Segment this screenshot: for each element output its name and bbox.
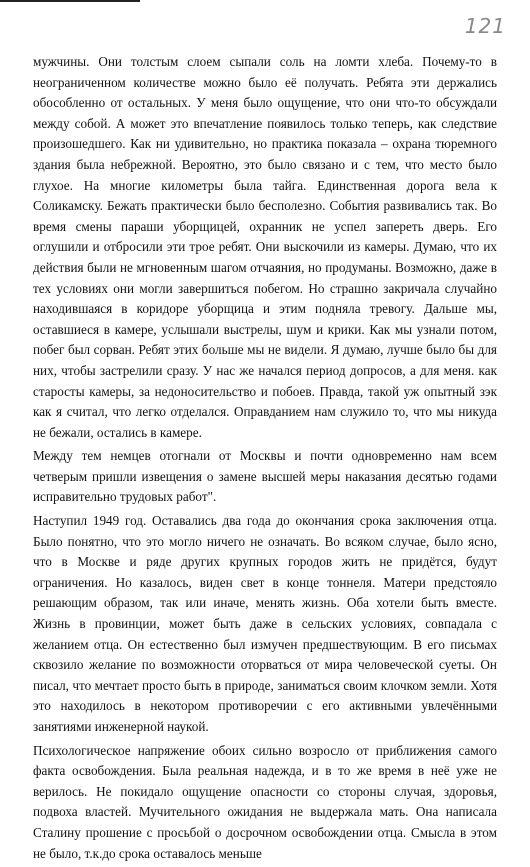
page-number: 121: [464, 14, 506, 38]
paragraph-3: Наступил 1949 год. Оставались два года до окончания срока заключения отца. Было понятно, что это могло ничего не означать. Во всяком случае, было ясно, что в Москве и ряде других крупных городов жить не придётся, будут ограничения. Но казалось, виден свет в конце тоннеля. Матери предстояло решающим образом, так или иначе, менять жизнь. Оба хотели быть вместе. Жизнь в провинции, может быть даже в сельских условиях, совпадала с желанием отца. Он естественно был измучен предшествующим. В его письмах сквозило желание по возможности оторваться от мира человеческой суеты. Он писал, что мечтает просто быть в природе, заниматься своим клочком земли. Хотя это находилось в некотором противоречии с его активными увлечёнными занятиями инженерной наукой.: [33, 513, 497, 734]
top-rule: [0, 0, 140, 2]
body-text: [33, 52, 497, 867]
paragraph-4: Психологическое напряжение обоих сильно возросло от приближения самого факта освобождения. Была реальная надежда, и в то же время в неё уже не верилось. Не покидало ощущение опасности со стороны случая, здоровья, подвоха властей. Мучительного ожидания не выдержала мать. Она написала Сталину прошение с просьбой о досрочном освобождении отца. Смысла в этом не было, т.к.до срока оставалось меньше: [33, 742, 497, 861]
paragraph-2: Между тем немцев отогнали от Москвы и почти одновременно нам всем четверым пришли извещения о замене высшей меры наказания десятью годами исправительно трудовых работ".: [33, 448, 497, 505]
paragraph-1: мужчины. Они толстым слоем сыпали соль на ломти хлеба. Почему-то в неограниченном количестве можно было её получать. Ребята эти держались обособленно от остальных. У меня было ощущение, что они что-то обсуждали между собой. А может это впечатление появилось только теперь, как следствие произошедшего. Как ни удивительно, но практика показала – охрана тюремного здания была небрежной. Вероятно, это было связано и с тем, что место было глухое. На многие километры была тайга. Единственная дорога вела к Соликамску. Бежать практически было бесполезно. События развивались так. Во время смены параши уборщицей, охранник не успел запереть дверь. Его оглушили и отбросили эти трое ребят. Они выскочили из камеры. Думаю, что их действия были не мгновенным шагом отчаяния, но продуманы. Возможно, даже в тех условиях они могли завершиться побегом. Но страшно закричала случайно находившаяся в коридоре уборщица и этим подняла тревогу. Дальше мы, оставшиеся в камере, услышали выстрелы, шум и крики. Как мы узнали потом, побег был сорван. Ребят этих больше мы не видели. Я думаю, лучше было бы для них, чтобы застрелили сразу. У нас же начался период допросов, а для меня. как старосты камеры, за недоносительство и побоев. Правда, такой уж опытный зэк как я считал, что легко отделался. Оправданием нам служило то, что мы никуда не бежали, остались в камере.: [33, 54, 497, 440]
